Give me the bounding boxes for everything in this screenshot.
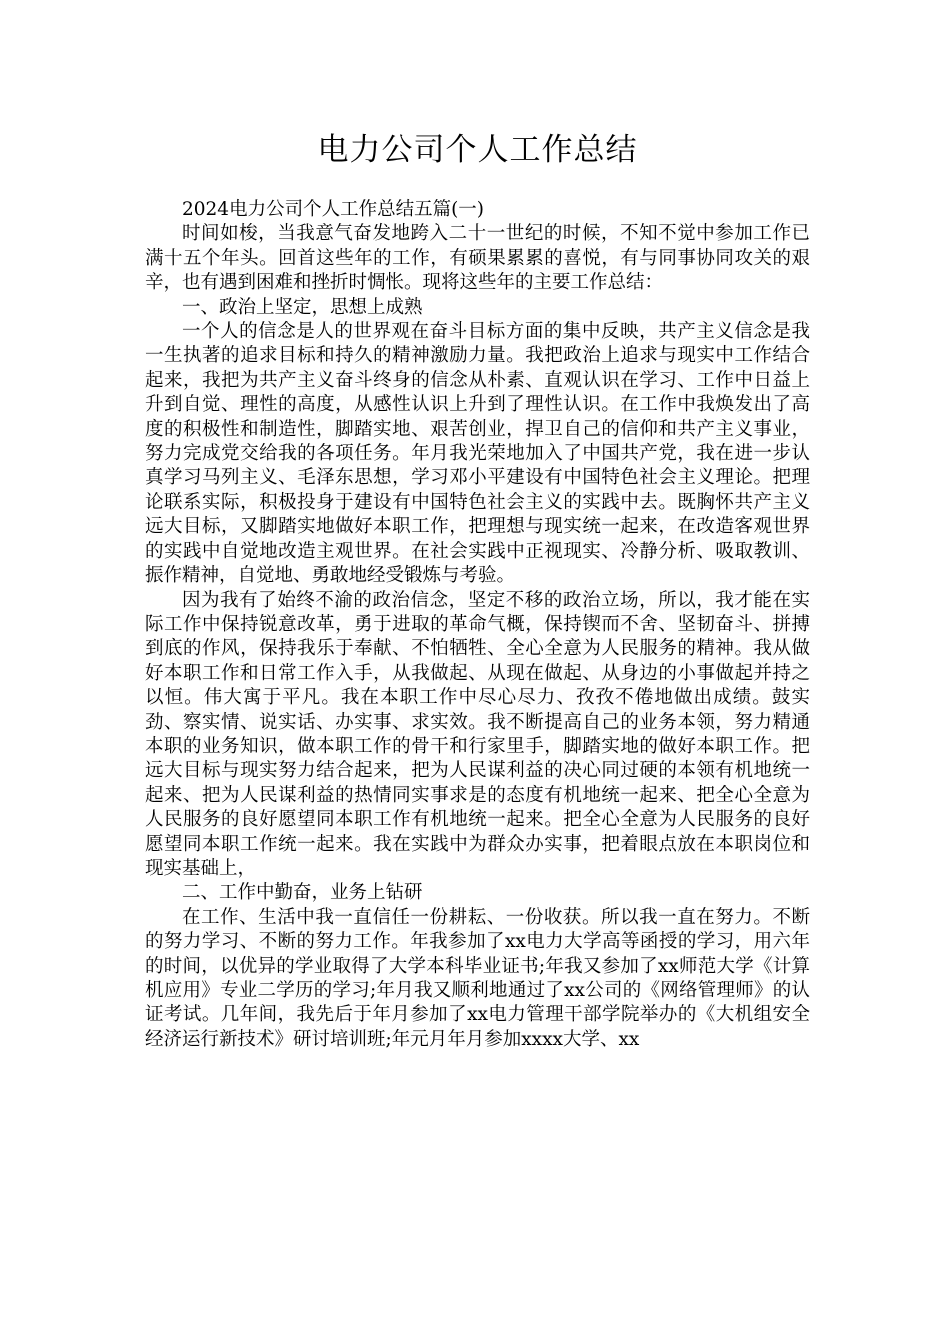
- subtitle-paragraph: 2024电力公司个人工作总结五篇(一): [182, 199, 485, 220]
- body-paragraph: 在工作、生活中我一直信任一份耕耘、一份收获。所以我一直在努力。不断的努力学习、不断的努力工作。年我参加了xx电力大学高等函授的学习，用六年的时间，以优异的学业取得了大学本科毕业证书;年我又参加了xx师范大学《计算机应用》专业二学历的学习;年月我又顺利地通过了xx公司的《网络管理师》的认证考试。几年间，我先后于年月参加了xx电力管理干部学院举办的《大机组安全经济运行新技术》研讨培训班;年元月年月参加xxxx大学、xx: [145, 906, 810, 1050]
- document-title: 电力公司个人工作总结: [317, 132, 638, 168]
- body-paragraph: 一个人的信念是人的世界观在奋斗目标方面的集中反映，共产主义信念是我一生执著的追求目标和持久的精神激励力量。我把政治上追求与现实中工作结合起来，我把为共产主义奋斗终身的信念从朴素、直观认识在学习、工作中日益上升到自觉、理性的高度，从感性认识上升到了理性认识。在工作中我焕发出了高度的积极性和制造性，脚踏实地、艰苦创业，捍卫自己的信仰和共产主义事业，努力完成党交给我的各项任务。年月我光荣地加入了中国共产党，我在进一步认真学习马列主义、毛泽东思想，学习邓小平建设有中国特色社会主义理论。把理论联系实际，积极投身于建设有中国特色社会主义的实践中去。既胸怀共产主义远大目标，又脚踏实地做好本职工作，把理想与现实统一起来，在改造客观世界的实践中自觉地改造主观世界。在社会实践中正视现实、冷静分析、吸取教训、振作精神，自觉地、勇敢地经受锻炼与考验。: [145, 321, 810, 587]
- section-heading-1: 一、政治上坚定，思想上成熟: [182, 296, 423, 318]
- intro-paragraph: 时间如梭，当我意气奋发地跨入二十一世纪的时候，不知不觉中参加工作已满十五个年头。回首这些年的工作，有硕果累累的喜悦，有与同事协同攻关的艰辛，也有遇到困难和挫折时惆怅。现将这些年的主要工作总结：: [145, 223, 810, 294]
- body-paragraph: 因为我有了始终不渝的政治信念，坚定不移的政治立场，所以，我才能在实际工作中保持锐意改革，勇于进取的革命气概，保持锲而不舍、坚韧奋斗、拼搏到底的作风，保持我乐于奉献、不怕牺牲、全心全意为人民服务的精神。我从做好本职工作和日常工作入手，从我做起、从现在做起、从身边的小事做起并持之以恒。伟大寓于平凡。我在本职工作中尽心尽力、孜孜不倦地做出成绩。鼓实劲、察实情、说实话、办实事、求实效。我不断提高自己的业务本领，努力精通本职的业务知识，做本职工作的骨干和行家里手，脚踏实地的做好本职工作。把远大目标与现实努力结合起来，把为人民谋利益的决心同过硬的本领有机地统一起来、把为人民谋利益的热情同实事求是的态度有机地统一起来、把全心全意为人民服务的良好愿望同本职工作有机地统一起来。把全心全意为人民服务的良好愿望同本职工作统一起来。我在实践中为群众办实事，把着眼点放在本职岗位和现实基础上，: [145, 589, 810, 879]
- document-page: [145, 128, 810, 1052]
- section-heading-2: 二、工作中勤奋，业务上钻研: [182, 882, 423, 904]
